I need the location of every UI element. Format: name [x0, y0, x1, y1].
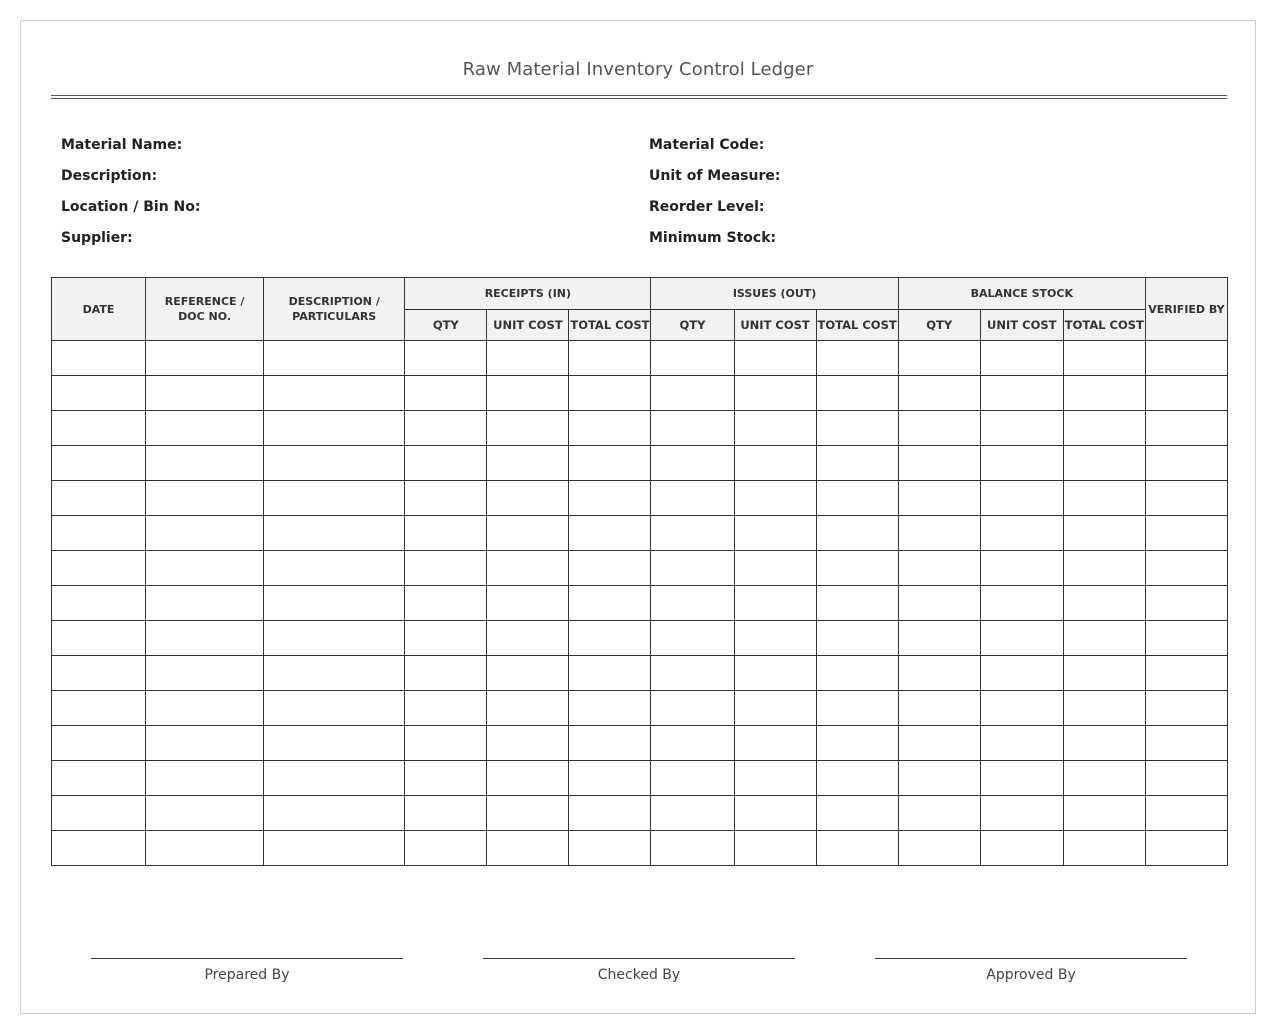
- ledger-cell[interactable]: [487, 621, 569, 656]
- ledger-cell[interactable]: [734, 796, 816, 831]
- ledger-cell[interactable]: [1145, 376, 1227, 411]
- ledger-cell[interactable]: [146, 796, 264, 831]
- ledger-cell[interactable]: [146, 341, 264, 376]
- ledger-cell[interactable]: [146, 726, 264, 761]
- ledger-cell[interactable]: [405, 726, 487, 761]
- ledger-cell[interactable]: [1145, 691, 1227, 726]
- ledger-cell[interactable]: [734, 726, 816, 761]
- ledger-cell[interactable]: [734, 446, 816, 481]
- signature-line: [91, 958, 403, 959]
- ledger-cell[interactable]: [52, 656, 146, 691]
- ledger-cell[interactable]: [264, 586, 405, 621]
- ledger-cell[interactable]: [405, 691, 487, 726]
- ledger-cell[interactable]: [264, 761, 405, 796]
- ledger-cell[interactable]: [734, 831, 816, 866]
- ledger-cell[interactable]: [980, 586, 1063, 621]
- balance-total-cost-header: TOTAL COST: [1063, 310, 1145, 341]
- ledger-cell[interactable]: [405, 761, 487, 796]
- ledger-cell[interactable]: [816, 376, 898, 411]
- material-name-label: Material Name:: [61, 137, 183, 153]
- ledger-cell[interactable]: [569, 516, 651, 551]
- header-verified-by: VERIFIED BY: [1145, 278, 1227, 341]
- ledger-cell[interactable]: [52, 551, 146, 586]
- ledger-cell[interactable]: [264, 796, 405, 831]
- ledger-cell[interactable]: [816, 481, 898, 516]
- ledger-cell[interactable]: [487, 586, 569, 621]
- ledger-cell[interactable]: [734, 691, 816, 726]
- ledger-cell[interactable]: [405, 796, 487, 831]
- header-receipts: RECEIPTS (IN): [405, 278, 651, 310]
- ledger-cell[interactable]: [1063, 691, 1145, 726]
- ledger-cell[interactable]: [734, 516, 816, 551]
- ledger-cell[interactable]: [1063, 341, 1145, 376]
- ledger-cell[interactable]: [264, 726, 405, 761]
- ledger-cell[interactable]: [651, 831, 734, 866]
- ledger-row: [52, 761, 1228, 796]
- ledger-cell[interactable]: [1145, 586, 1227, 621]
- ledger-cell[interactable]: [487, 726, 569, 761]
- issues-qty-header: QTY: [651, 310, 734, 341]
- ledger-cell[interactable]: [980, 656, 1063, 691]
- ledger-cell[interactable]: [734, 481, 816, 516]
- ledger-sheet: [20, 20, 1256, 1014]
- ledger-cell[interactable]: [52, 796, 146, 831]
- receipts-total-cost-header: TOTAL COST: [569, 310, 651, 341]
- ledger-cell[interactable]: [405, 551, 487, 586]
- ledger-cell[interactable]: [1145, 551, 1227, 586]
- ledger-cell[interactable]: [898, 691, 980, 726]
- ledger-cell[interactable]: [1063, 411, 1145, 446]
- ledger-cell[interactable]: [1145, 796, 1227, 831]
- prepared-by-signature: [91, 958, 403, 983]
- ledger-row: [52, 831, 1228, 866]
- issues-unit-cost-header: UNIT COST: [734, 310, 816, 341]
- ledger-cell[interactable]: [146, 376, 264, 411]
- material-info-left: [61, 137, 200, 261]
- ledger-cell[interactable]: [405, 516, 487, 551]
- ledger-cell[interactable]: [52, 586, 146, 621]
- ledger-cell[interactable]: [651, 481, 734, 516]
- ledger-cell[interactable]: [651, 796, 734, 831]
- ledger-cell[interactable]: [816, 656, 898, 691]
- ledger-cell[interactable]: [569, 621, 651, 656]
- balance-unit-cost-header: UNIT COST: [980, 310, 1063, 341]
- ledger-cell[interactable]: [569, 586, 651, 621]
- ledger-cell[interactable]: [487, 481, 569, 516]
- ledger-cell[interactable]: [405, 376, 487, 411]
- ledger-cell[interactable]: [487, 691, 569, 726]
- ledger-cell[interactable]: [569, 446, 651, 481]
- ledger-cell[interactable]: [651, 586, 734, 621]
- ledger-cell[interactable]: [146, 691, 264, 726]
- ledger-cell[interactable]: [734, 586, 816, 621]
- ledger-cell[interactable]: [405, 831, 487, 866]
- minimum-stock-label: Minimum Stock:: [649, 230, 777, 246]
- ledger-cell[interactable]: [1063, 621, 1145, 656]
- ledger-cell[interactable]: [816, 411, 898, 446]
- ledger-cell[interactable]: [569, 481, 651, 516]
- ledger-cell[interactable]: [898, 796, 980, 831]
- ledger-row: [52, 446, 1228, 481]
- ledger-cell[interactable]: [651, 761, 734, 796]
- ledger-cell[interactable]: [264, 551, 405, 586]
- ledger-cell[interactable]: [980, 481, 1063, 516]
- ledger-cell[interactable]: [816, 341, 898, 376]
- document-title: Raw Material Inventory Control Ledger: [462, 59, 814, 80]
- ledger-cell[interactable]: [569, 376, 651, 411]
- header-reference-line2: DOC NO.: [178, 310, 232, 323]
- ledger-cell[interactable]: [1145, 656, 1227, 691]
- ledger-cell[interactable]: [816, 831, 898, 866]
- ledger-cell[interactable]: [264, 376, 405, 411]
- ledger-cell[interactable]: [405, 656, 487, 691]
- approved-by-label: Approved By: [986, 967, 1076, 983]
- ledger-cell[interactable]: [569, 411, 651, 446]
- header-date: DATE: [52, 278, 146, 341]
- ledger-cell[interactable]: [487, 656, 569, 691]
- ledger-cell[interactable]: [1063, 761, 1145, 796]
- ledger-row: [52, 411, 1228, 446]
- ledger-cell[interactable]: [1063, 796, 1145, 831]
- supplier-label: Supplier:: [61, 230, 133, 246]
- ledger-cell[interactable]: [651, 691, 734, 726]
- ledger-cell[interactable]: [898, 831, 980, 866]
- ledger-cell[interactable]: [487, 411, 569, 446]
- header-description: [264, 278, 405, 341]
- ledger-row: [52, 656, 1228, 691]
- ledger-cell[interactable]: [1063, 586, 1145, 621]
- ledger-cell[interactable]: [816, 551, 898, 586]
- ledger-cell[interactable]: [816, 621, 898, 656]
- ledger-cell[interactable]: [1063, 551, 1145, 586]
- ledger-cell[interactable]: [146, 621, 264, 656]
- ledger-cell[interactable]: [1145, 341, 1227, 376]
- ledger-cell[interactable]: [405, 481, 487, 516]
- balance-qty-header: QTY: [898, 310, 980, 341]
- ledger-cell[interactable]: [52, 481, 146, 516]
- ledger-cell[interactable]: [569, 341, 651, 376]
- issues-total-cost-header: TOTAL COST: [816, 310, 898, 341]
- ledger-cell[interactable]: [1063, 831, 1145, 866]
- ledger-cell[interactable]: [146, 831, 264, 866]
- header-balance: BALANCE STOCK: [898, 278, 1145, 310]
- ledger-cell[interactable]: [52, 411, 146, 446]
- ledger-cell[interactable]: [146, 446, 264, 481]
- ledger-cell[interactable]: [898, 376, 980, 411]
- ledger-cell[interactable]: [898, 586, 980, 621]
- ledger-cell[interactable]: [52, 691, 146, 726]
- ledger-cell[interactable]: [52, 516, 146, 551]
- ledger-cell[interactable]: [405, 586, 487, 621]
- ledger-cell[interactable]: [264, 621, 405, 656]
- ledger-cell[interactable]: [651, 621, 734, 656]
- ledger-cell[interactable]: [264, 341, 405, 376]
- material-info-right: [649, 137, 780, 261]
- ledger-cell[interactable]: [487, 551, 569, 586]
- ledger-cell[interactable]: [1145, 411, 1227, 446]
- ledger-row: [52, 551, 1228, 586]
- ledger-cell[interactable]: [980, 446, 1063, 481]
- ledger-cell[interactable]: [1145, 726, 1227, 761]
- ledger-row: [52, 621, 1228, 656]
- ledger-cell[interactable]: [734, 411, 816, 446]
- ledger-cell[interactable]: [898, 761, 980, 796]
- ledger-cell[interactable]: [734, 656, 816, 691]
- approved-by-signature: [875, 958, 1187, 983]
- ledger-cell[interactable]: [264, 516, 405, 551]
- ledger-cell[interactable]: [1063, 516, 1145, 551]
- ledger-cell[interactable]: [816, 761, 898, 796]
- ledger-cell[interactable]: [1145, 621, 1227, 656]
- ledger-cell[interactable]: [487, 761, 569, 796]
- ledger-cell[interactable]: [487, 831, 569, 866]
- ledger-cell[interactable]: [816, 586, 898, 621]
- ledger-cell[interactable]: [487, 341, 569, 376]
- ledger-cell[interactable]: [816, 726, 898, 761]
- ledger-row: [52, 516, 1228, 551]
- ledger-cell[interactable]: [898, 481, 980, 516]
- ledger-cell[interactable]: [651, 376, 734, 411]
- ledger-cell[interactable]: [1063, 446, 1145, 481]
- ledger-cell[interactable]: [264, 691, 405, 726]
- header-reference-line1: REFERENCE /: [164, 295, 245, 308]
- header-description-line2: PARTICULARS: [292, 310, 377, 323]
- receipts-qty-header: QTY: [405, 310, 487, 341]
- ledger-cell[interactable]: [651, 411, 734, 446]
- ledger-cell[interactable]: [1063, 726, 1145, 761]
- ledger-cell[interactable]: [734, 341, 816, 376]
- ledger-cell[interactable]: [980, 621, 1063, 656]
- ledger-cell[interactable]: [980, 341, 1063, 376]
- ledger-cell[interactable]: [898, 446, 980, 481]
- signature-line: [875, 958, 1187, 959]
- ledger-row: [52, 691, 1228, 726]
- ledger-cell[interactable]: [264, 411, 405, 446]
- ledger-cell[interactable]: [980, 796, 1063, 831]
- ledger-cell[interactable]: [146, 551, 264, 586]
- ledger-cell[interactable]: [405, 621, 487, 656]
- ledger-cell[interactable]: [1063, 656, 1145, 691]
- ledger-cell[interactable]: [816, 446, 898, 481]
- ledger-cell[interactable]: [651, 656, 734, 691]
- ledger-cell[interactable]: [569, 691, 651, 726]
- ledger-cell[interactable]: [569, 831, 651, 866]
- ledger-cell[interactable]: [898, 516, 980, 551]
- ledger-cell[interactable]: [734, 621, 816, 656]
- ledger-cell[interactable]: [405, 341, 487, 376]
- ledger-cell[interactable]: [146, 656, 264, 691]
- unit-of-measure-label: Unit of Measure:: [649, 168, 781, 184]
- ledger-row: [52, 586, 1228, 621]
- ledger-cell[interactable]: [405, 411, 487, 446]
- ledger-cell[interactable]: [487, 796, 569, 831]
- ledger-cell[interactable]: [1145, 516, 1227, 551]
- ledger-cell[interactable]: [1145, 446, 1227, 481]
- ledger-cell[interactable]: [816, 796, 898, 831]
- ledger-cell[interactable]: [52, 446, 146, 481]
- ledger-cell[interactable]: [980, 551, 1063, 586]
- ledger-cell[interactable]: [146, 411, 264, 446]
- ledger-cell[interactable]: [980, 411, 1063, 446]
- ledger-cell[interactable]: [52, 761, 146, 796]
- ledger-cell[interactable]: [734, 551, 816, 586]
- ledger-cell[interactable]: [569, 726, 651, 761]
- material-code-label: Material Code:: [649, 137, 765, 153]
- ledger-cell[interactable]: [1063, 481, 1145, 516]
- ledger-cell[interactable]: [52, 726, 146, 761]
- ledger-cell[interactable]: [1145, 761, 1227, 796]
- ledger-cell[interactable]: [816, 691, 898, 726]
- ledger-cell[interactable]: [898, 341, 980, 376]
- ledger-cell[interactable]: [898, 411, 980, 446]
- ledger-cell[interactable]: [487, 516, 569, 551]
- ledger-cell[interactable]: [651, 341, 734, 376]
- ledger-cell[interactable]: [146, 761, 264, 796]
- ledger-row: [52, 376, 1228, 411]
- receipts-unit-cost-header: UNIT COST: [487, 310, 569, 341]
- description-label: Description:: [61, 168, 158, 184]
- ledger-cell[interactable]: [898, 656, 980, 691]
- ledger-cell[interactable]: [487, 446, 569, 481]
- ledger-cell[interactable]: [1145, 481, 1227, 516]
- ledger-cell[interactable]: [146, 586, 264, 621]
- ledger-cell[interactable]: [52, 831, 146, 866]
- ledger-cell[interactable]: [816, 516, 898, 551]
- ledger-row: [52, 481, 1228, 516]
- reorder-level-label: Reorder Level:: [649, 199, 765, 215]
- ledger-cell[interactable]: [1145, 831, 1227, 866]
- title-double-rule: [51, 95, 1227, 99]
- ledger-table: [51, 277, 1228, 866]
- ledger-cell[interactable]: [569, 761, 651, 796]
- ledger-cell[interactable]: [734, 376, 816, 411]
- ledger-cell[interactable]: [980, 726, 1063, 761]
- ledger-cell[interactable]: [52, 376, 146, 411]
- ledger-body: [52, 341, 1228, 866]
- header-issues: ISSUES (OUT): [651, 278, 898, 310]
- ledger-cell[interactable]: [487, 376, 569, 411]
- ledger-cell[interactable]: [980, 376, 1063, 411]
- ledger-cell[interactable]: [569, 796, 651, 831]
- location-bin-label: Location / Bin No:: [61, 199, 201, 215]
- ledger-cell[interactable]: [1063, 376, 1145, 411]
- ledger-cell[interactable]: [651, 446, 734, 481]
- ledger-cell[interactable]: [898, 726, 980, 761]
- ledger-cell[interactable]: [651, 726, 734, 761]
- ledger-cell[interactable]: [980, 761, 1063, 796]
- signature-line: [483, 958, 795, 959]
- ledger-cell[interactable]: [52, 341, 146, 376]
- ledger-cell[interactable]: [569, 551, 651, 586]
- ledger-row: [52, 341, 1228, 376]
- checked-by-label: Checked By: [597, 967, 681, 983]
- ledger-row: [52, 796, 1228, 831]
- header-reference: [146, 278, 264, 341]
- ledger-cell[interactable]: [651, 516, 734, 551]
- ledger-cell[interactable]: [569, 656, 651, 691]
- ledger-cell[interactable]: [980, 831, 1063, 866]
- ledger-cell[interactable]: [146, 516, 264, 551]
- ledger-cell[interactable]: [898, 551, 980, 586]
- ledger-cell[interactable]: [264, 446, 405, 481]
- ledger-cell[interactable]: [52, 621, 146, 656]
- ledger-cell[interactable]: [264, 656, 405, 691]
- ledger-cell[interactable]: [264, 831, 405, 866]
- ledger-row: [52, 726, 1228, 761]
- ledger-cell[interactable]: [980, 516, 1063, 551]
- ledger-cell[interactable]: [734, 761, 816, 796]
- ledger-cell[interactable]: [898, 621, 980, 656]
- ledger-cell[interactable]: [146, 481, 264, 516]
- checked-by-signature: [483, 958, 795, 983]
- ledger-cell[interactable]: [264, 481, 405, 516]
- ledger-cell[interactable]: [405, 446, 487, 481]
- ledger-cell[interactable]: [651, 551, 734, 586]
- prepared-by-label: Prepared By: [204, 967, 290, 983]
- ledger-cell[interactable]: [980, 691, 1063, 726]
- header-description-line1: DESCRIPTION /: [288, 295, 380, 308]
